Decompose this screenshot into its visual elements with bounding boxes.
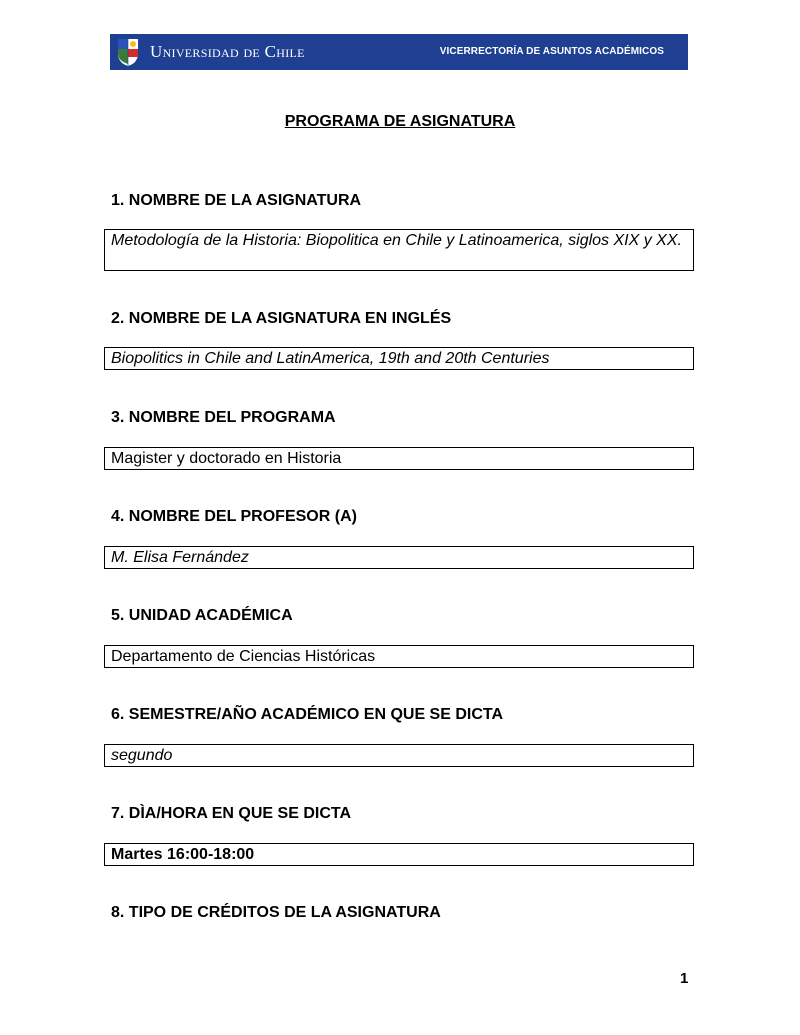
field-course-name: Metodología de la Historia: Biopolitica en Chile y Latinoamerica, siglos XIX y XX. <box>104 229 694 271</box>
section-heading: 5. UNIDAD ACADÉMICA <box>111 607 293 624</box>
university-name: Universidad de Chile <box>150 42 305 61</box>
section-heading: 1. NOMBRE DE LA ASIGNATURA <box>111 192 362 209</box>
field-semester: segundo <box>104 744 694 767</box>
field-program-name: Magister y doctorado en Historia <box>104 447 694 470</box>
section-heading: 6. SEMESTRE/AÑO ACADÉMICO EN QUE SE DICTA <box>111 706 504 723</box>
header-banner <box>110 34 688 70</box>
university-crest-icon <box>116 37 140 67</box>
section-heading: 8. TIPO DE CRÉDITOS DE LA ASIGNATURA <box>111 904 441 921</box>
field-professor-name: M. Elisa Fernández <box>104 546 694 569</box>
field-academic-unit: Departamento de Ciencias Históricas <box>104 645 694 668</box>
document-title: PROGRAMA DE ASIGNATURA <box>284 113 516 130</box>
section-heading: 2. NOMBRE DE LA ASIGNATURA EN INGLÉS <box>111 310 452 327</box>
section-heading: 3. NOMBRE DEL PROGRAMA <box>111 409 336 426</box>
page-number: 1 <box>680 970 689 987</box>
section-heading: 4. NOMBRE DEL PROFESOR (A) <box>111 508 357 525</box>
office-name: VICERRECTORÍA DE ASUNTOS ACADÉMICOS <box>439 46 664 57</box>
section-heading: 7. DÌA/HORA EN QUE SE DICTA <box>111 805 352 822</box>
field-course-name-english: Biopolitics in Chile and LatinAmerica, 19th and 20th Centuries <box>104 347 694 370</box>
field-day-time: Martes 16:00-18:00 <box>104 843 694 866</box>
